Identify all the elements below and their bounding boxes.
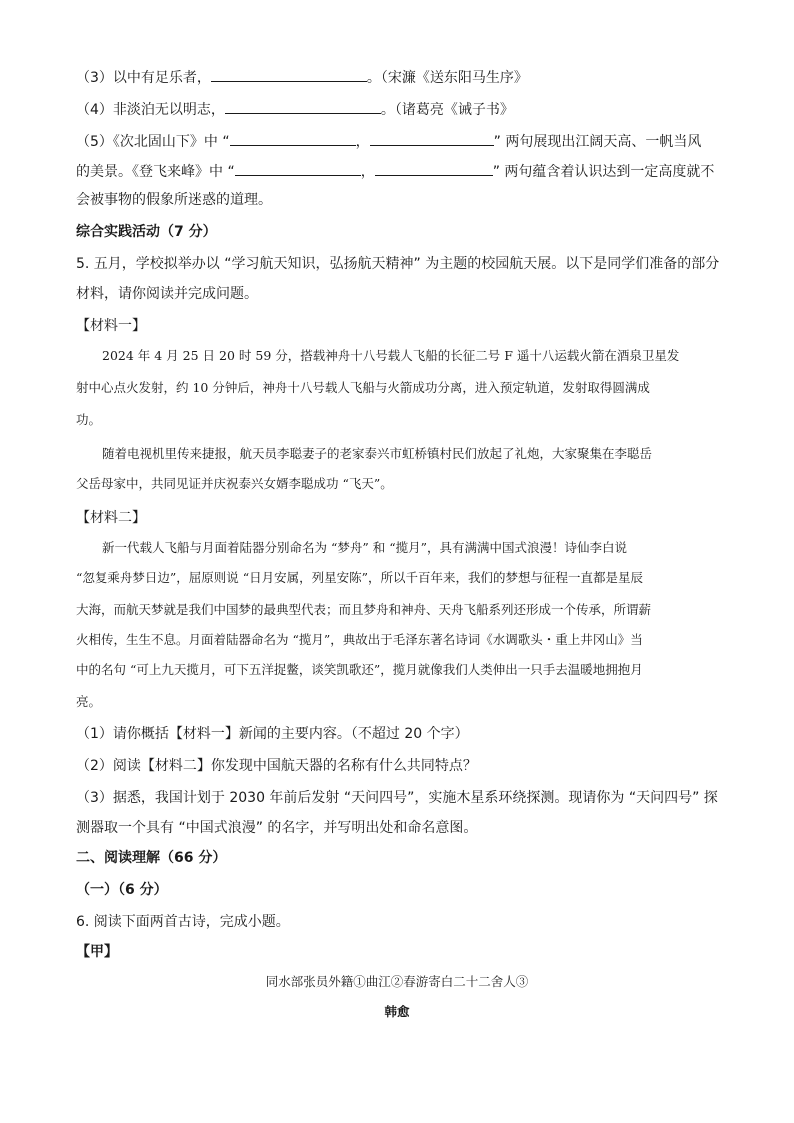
sub-question-3-line-2: 测器取一个具有 “中国式浪漫” 的名字，并写明出处和命名意图。 (76, 820, 478, 836)
q5-l2-prefix: 的美景。《登飞来峰》中 “ (76, 164, 235, 180)
material-2-line: 亮。 (76, 694, 102, 709)
question-5-line-3: 会被事物的假象所迷惑的道理。 (76, 192, 272, 208)
question-5-line-2 (76, 160, 714, 182)
q5-intro-line-1: 5. 五月，学校拟举办以 “学习航天知识，弘扬航天精神” 为主题的校园航天展。以下是同学们准备的部分 (76, 256, 720, 272)
answer-blank[interactable] (370, 130, 494, 146)
answer-blank[interactable] (230, 130, 356, 146)
material-2-line: “忽复乘舟梦日边”，屈原则说 “日月安属，列星安陈”，所以千百年来，我们的梦想与征程一直都是星辰 (76, 570, 644, 585)
sub-question-2: （2）阅读【材料二】你发现中国航天器的名称有什么共同特点？ (76, 758, 477, 774)
material-1-line: 功。 (76, 412, 102, 427)
question-5-line-1 (76, 130, 701, 152)
material-1-line: 随着电视机里传来捷报，航天员李聪妻子的老家泰兴市虹桥镇村民们放起了礼炮，大家聚集在李聪岳 (102, 446, 653, 461)
q3-suffix: 。（宋濂《送东阳马生序》 (366, 70, 528, 86)
q5-l2-sep: ， (360, 164, 375, 180)
material-1-line: 2024 年 4 月 25 日 20 时 59 分，搭载神舟十八号载人飞船的长征二号 F 遥十八运载火箭在酒泉卫星发 (102, 348, 680, 363)
sub-question-3-line-1: （3）据悉，我国计划于 2030 年前后发射 “天问四号”，实施木星系环绕探测。现请你为 “天问四号” 探 (76, 790, 718, 806)
q4-prefix: （4）非淡泊无以明志， (76, 102, 225, 118)
question-6-intro: 6. 阅读下面两首古诗，完成小题。 (76, 914, 290, 930)
sub-question-1: （1）请你概括【材料一】新闻的主要内容。（不超过 20 个字） (76, 726, 469, 742)
section-heading-activity: 综合实践活动（7 分） (76, 224, 217, 240)
material-1-label: 【材料一】 (76, 318, 146, 334)
q4-suffix: 。（诸葛亮《诫子书》 (380, 102, 514, 118)
answer-blank[interactable] (375, 160, 493, 176)
q3-prefix: （3）以中有足乐者， (76, 70, 211, 86)
q5-l1-sep: ， (355, 134, 370, 150)
material-1-line: 父岳母家中，共同见证并庆祝泰兴女婿李聪成功 “飞天”。 (76, 476, 393, 491)
answer-blank[interactable] (235, 160, 361, 176)
question-4-line (76, 98, 514, 120)
material-2-line: 新一代载人飞船与月面着陆器分别命名为 “梦舟” 和 “揽月”，具有满满中国式浪漫！诗仙李白说 (102, 540, 627, 555)
q5-intro-line-2: 材料，请你阅读并完成问题。 (76, 286, 258, 302)
answer-blank[interactable] (211, 66, 367, 82)
poem-jia-label: 【甲】 (76, 944, 118, 960)
poem-author: 韩愈 (384, 1004, 410, 1019)
poem-title: 同水部张员外籍①曲江②春游寄白二十二舍人③ (265, 974, 529, 989)
sub-section-one: （一）（6 分） (76, 882, 168, 898)
answer-blank[interactable] (225, 98, 381, 114)
q5-l2-suffix: ” 两句蕴含着认识达到一定高度就不 (492, 164, 715, 180)
material-2-label: 【材料二】 (76, 510, 146, 526)
material-1-line: 射中心点火发射，约 10 分钟后，神舟十八号载人飞船与火箭成功分离，进入预定轨道，发射取得圆满成 (76, 380, 650, 395)
section-heading-reading: 二、阅读理解（66 分） (76, 850, 227, 866)
q5-l1-suffix: ” 两句展现出江阔天高、一帆当风 (493, 134, 702, 150)
material-2-line: 中的名句 “可上九天揽月，可下五洋捉鳖，谈笑凯歌还”，揽月就像我们人类伸出一只手去温暖地拥抱月 (76, 662, 643, 677)
material-2-line: 火相传，生生不息。月面着陆器命名为 “揽月”，典故出于毛泽东著名诗词《水调歌头・重上井冈山》当 (76, 632, 643, 647)
question-3-line (76, 66, 528, 88)
q5-l1-prefix: （5）《次北固山下》中 “ (76, 134, 230, 150)
material-2-line: 大海，而航天梦就是我们中国梦的最典型代表；而且梦舟和神舟、天舟飞船系列还形成一个传承，所谓薪 (76, 602, 652, 617)
